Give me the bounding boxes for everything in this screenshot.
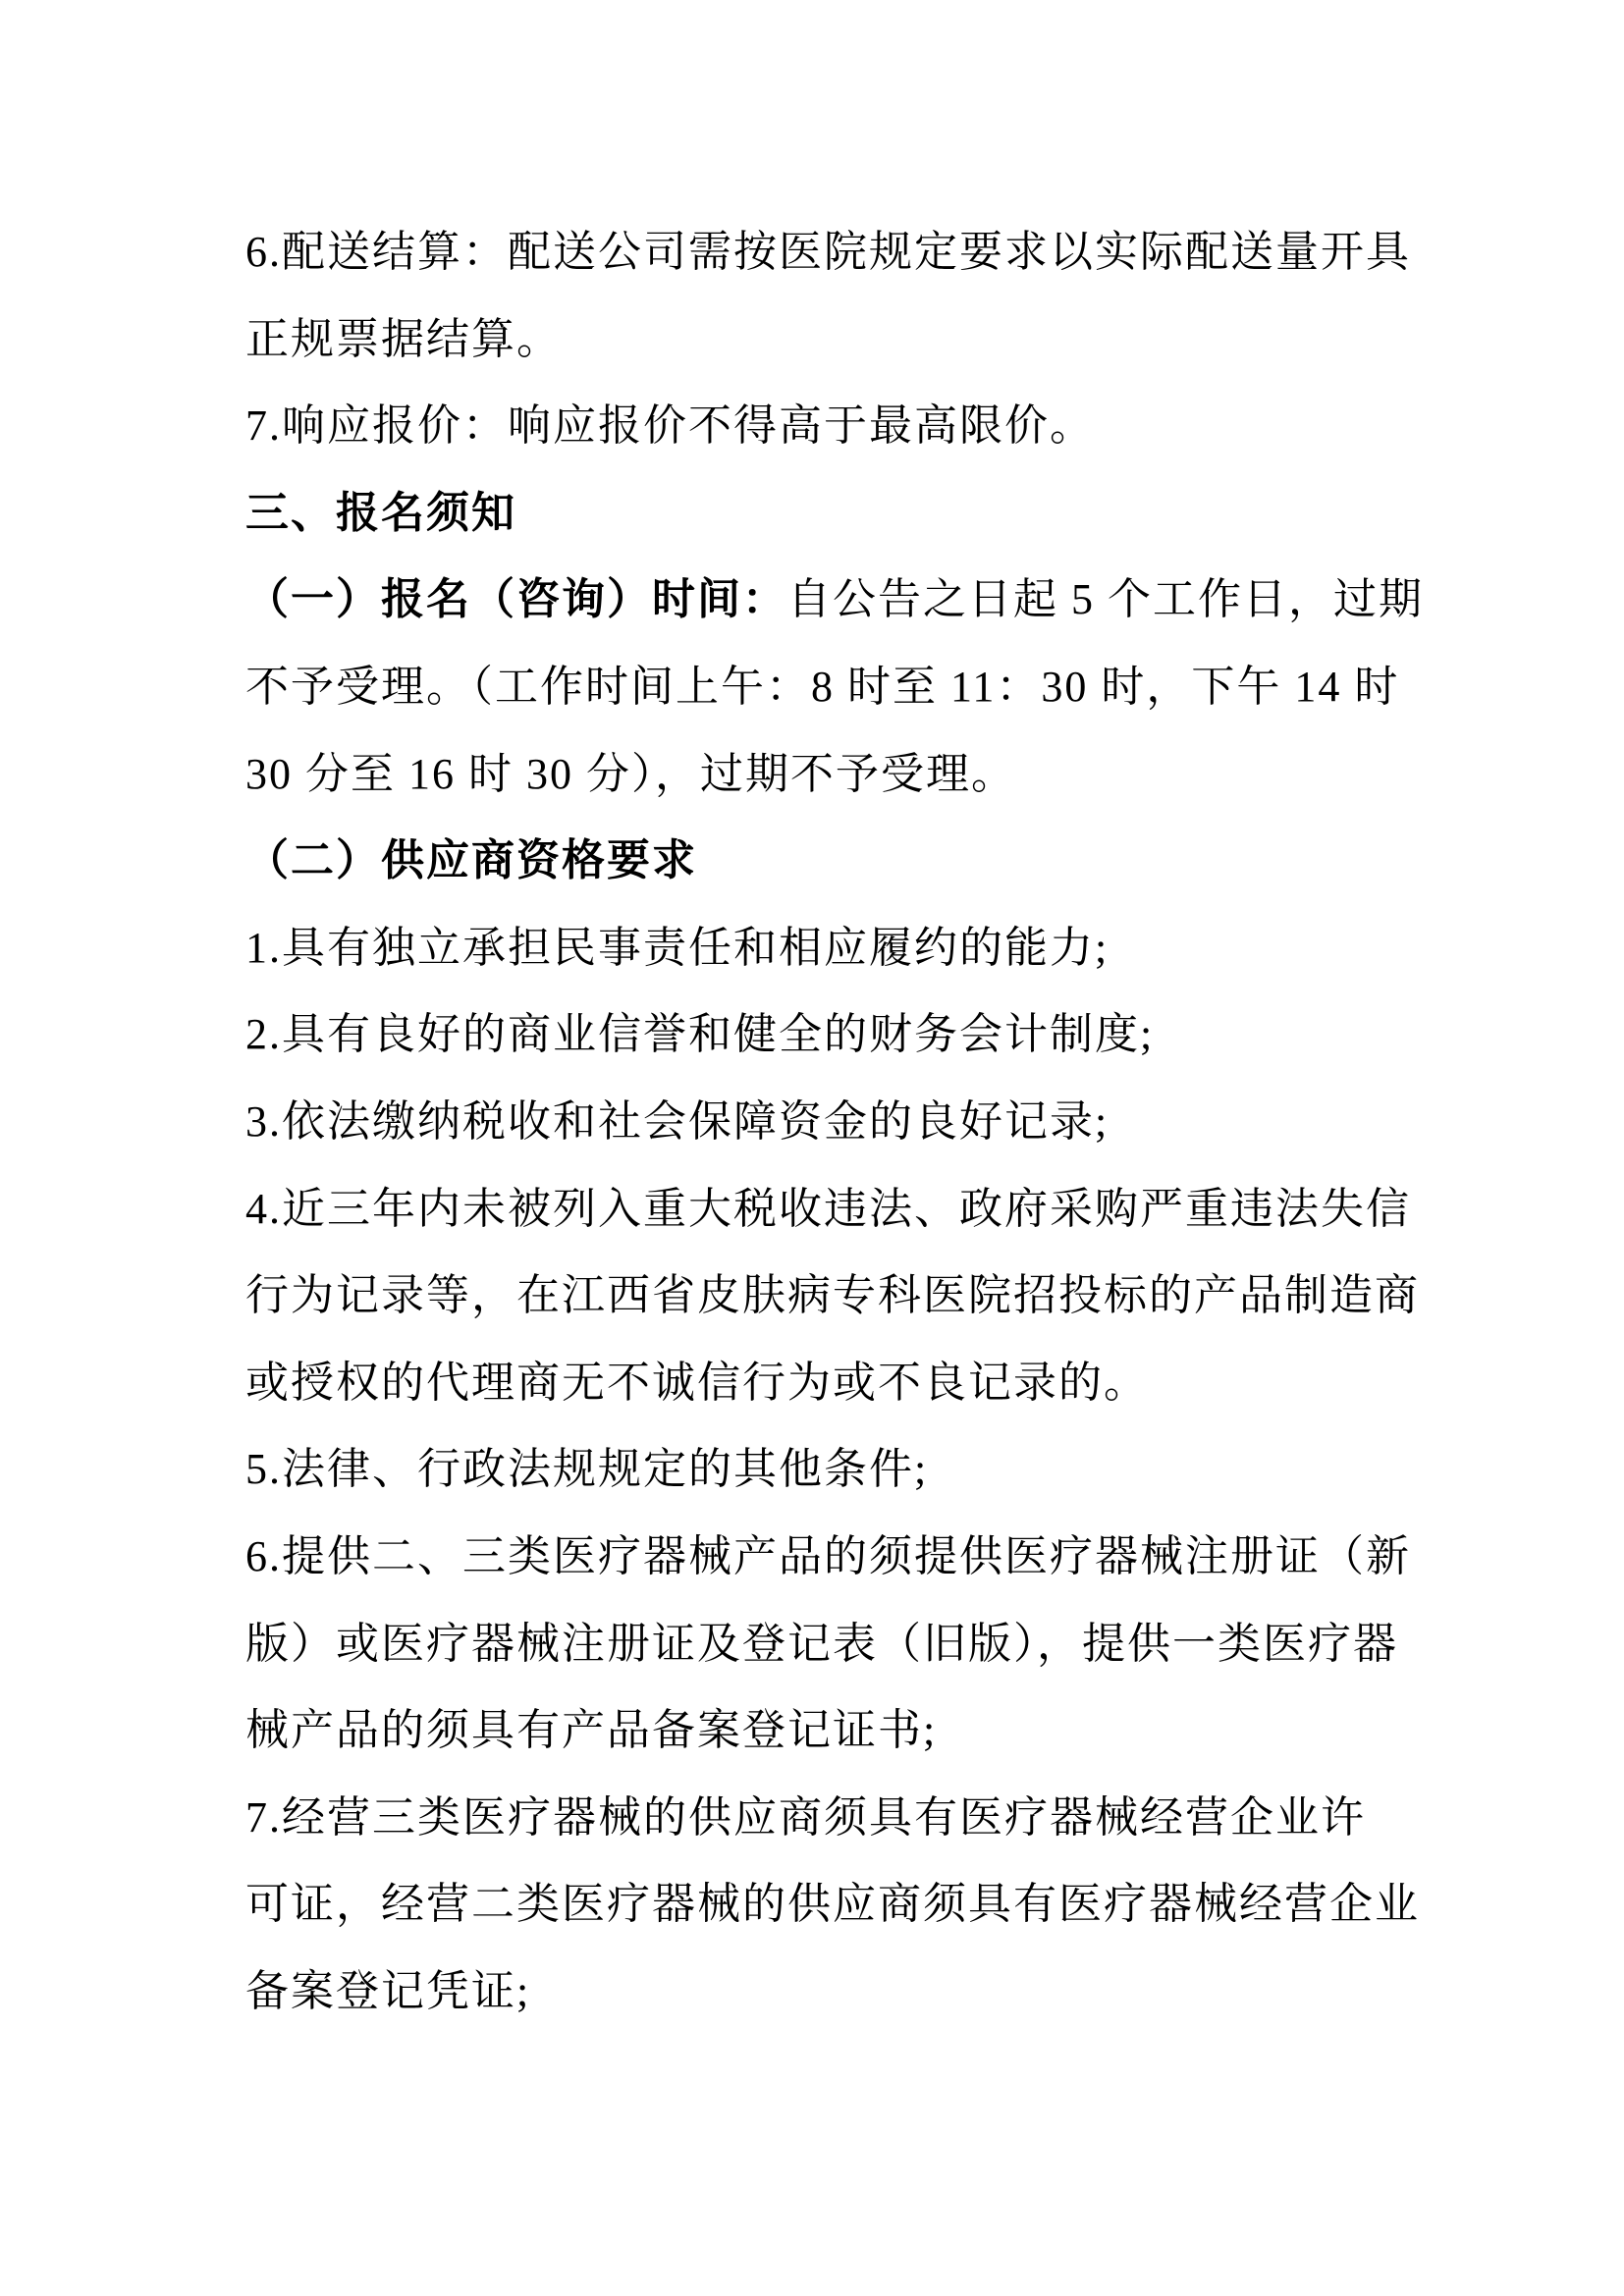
text-run: 30 分至 16 时 30 分），过期不予受理。 [245, 749, 1016, 798]
qualification-item-1 [245, 905, 1394, 992]
text-run: 行为记录等，在江西省皮肤病专科医院招投标的产品制造商 [245, 1271, 1420, 1320]
list-item-6-continuation [245, 296, 1394, 384]
text-run: 版）或医疗器械注册证及登记表（旧版），提供一类医疗器 [245, 1619, 1398, 1668]
qualification-item-6-continuation-b [245, 1687, 1394, 1775]
qualification-item-5 [245, 1426, 1394, 1514]
qualification-item-6 [245, 1514, 1411, 1601]
text-run: 自公告之日起 5 个工作日，过期 [787, 575, 1424, 624]
qualification-item-4 [245, 1166, 1411, 1254]
bold-text-run: （一）报名（咨询）时间： [245, 575, 787, 624]
text-run: 1.具有独立承担民事责任和相应履约的能力; [245, 923, 1110, 972]
section-heading-registration-notice [245, 470, 1394, 558]
text-run: 2.具有良好的商业信誉和健全的财务会计制度; [245, 1010, 1155, 1059]
qualification-item-3 [245, 1079, 1394, 1166]
qualification-item-7 [245, 1775, 1394, 1862]
subsection-1-registration-time [245, 557, 1424, 644]
qualification-item-2 [245, 991, 1394, 1079]
qualification-item-7-continuation-b [245, 1949, 1394, 2036]
text-run: 7.响应报价：响应报价不得高于最高限价。 [245, 401, 1095, 451]
text-run: 或授权的代理商无不诚信行为或不良记录的。 [245, 1358, 1149, 1407]
qualification-item-7-continuation-a [245, 1861, 1420, 1949]
text-run: 可证，经营二类医疗器械的供应商须具有医疗器械经营企业 [245, 1880, 1420, 1929]
text-run: 正规票据结算。 [245, 314, 562, 363]
qualification-item-4-continuation-a [245, 1253, 1420, 1340]
qualification-item-6-continuation-a [245, 1601, 1398, 1688]
list-item-6-delivery-settlement [245, 209, 1411, 296]
text-run: 7.经营三类医疗器械的供应商须具有医疗器械经营企业许 [245, 1792, 1366, 1842]
qualification-item-4-continuation-b [245, 1340, 1394, 1427]
subsection-1-continuation-b [245, 731, 1394, 819]
subsection-1-continuation-a [245, 644, 1400, 731]
text-run: 4.近三年内未被列入重大税收违法、政府采购严重违法失信 [245, 1184, 1411, 1233]
text-run: 6.配送结算：配送公司需按医院规定要求以实际配送量开具 [245, 228, 1411, 276]
text-run: 3.依法缴纳税收和社会保障资金的良好记录; [245, 1096, 1110, 1146]
subsection-2-supplier-qualification-heading [245, 818, 1394, 905]
list-item-7-response-quote [245, 383, 1394, 470]
text-run: 5.法律、行政法规规定的其他条件; [245, 1445, 929, 1494]
document-body [245, 209, 1424, 2035]
bold-text-run: 三、报名须知 [245, 488, 516, 537]
text-run: 备案登记凭证; [245, 1966, 531, 2015]
text-run: 械产品的须具有产品备案登记证书; [245, 1706, 938, 1755]
text-run: 6.提供二、三类医疗器械产品的须提供医疗器械注册证（新 [245, 1531, 1411, 1580]
bold-text-run: （二）供应商资格要求 [245, 836, 697, 885]
text-run: 不予受理。（工作时间上午：8 时至 11：30 时，下午 14 时 [245, 662, 1400, 711]
